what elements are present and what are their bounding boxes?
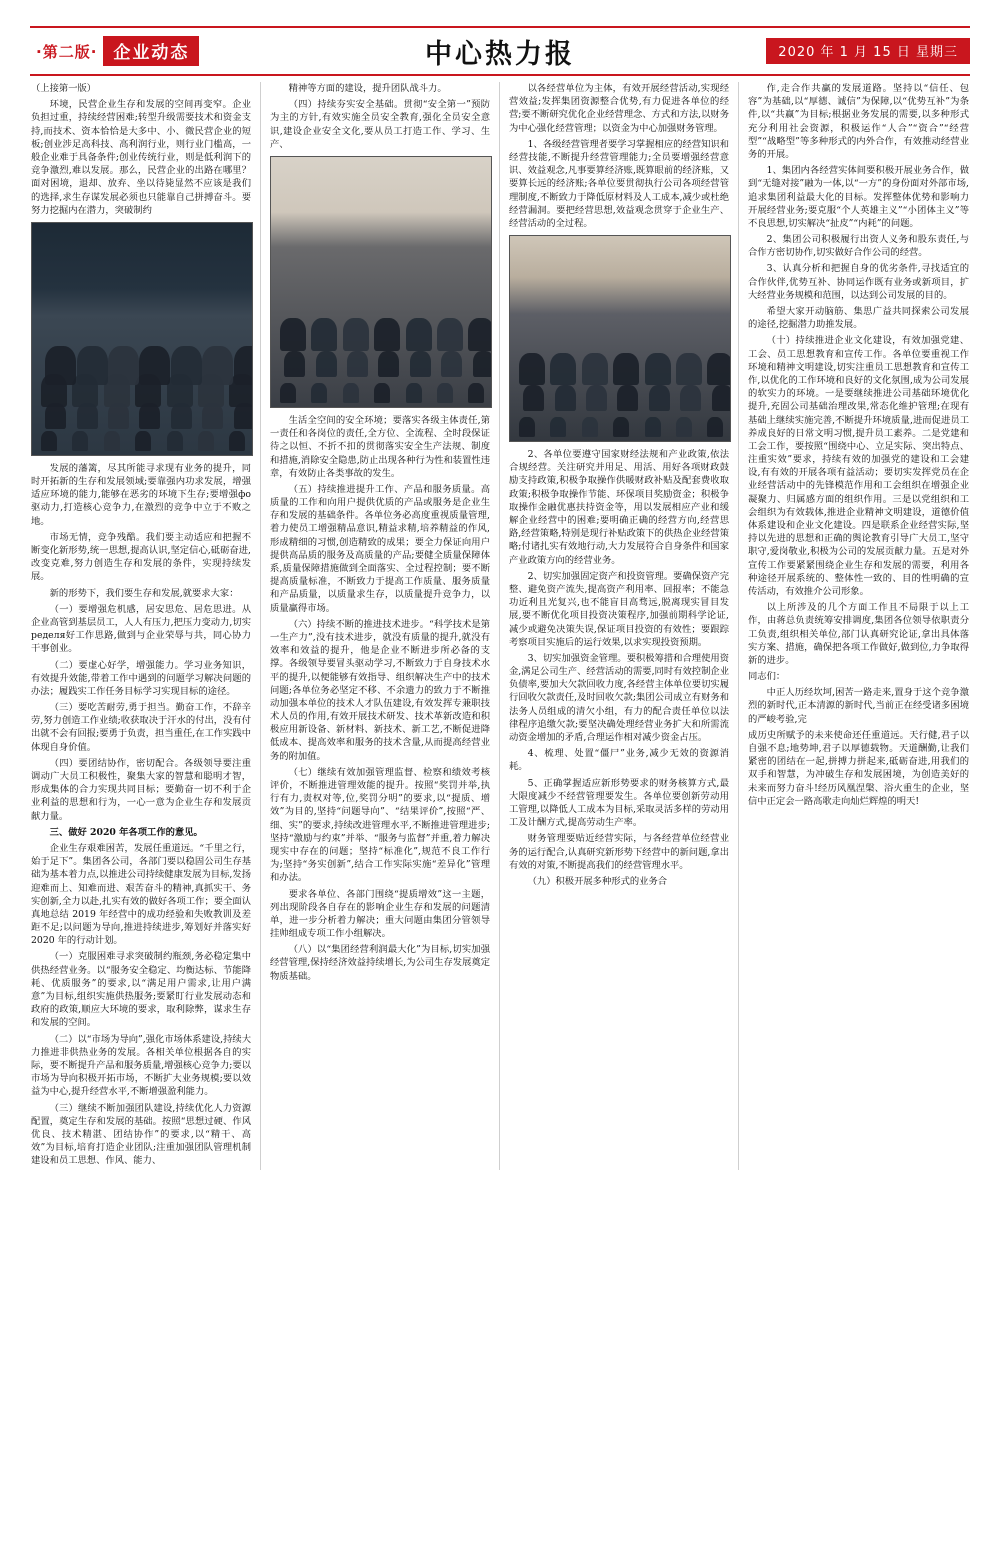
photo-figure xyxy=(523,385,544,411)
photo-figure xyxy=(468,318,492,351)
paragraph: 企业生存艰难困苦，发展任重道远。“千里之行，始于足下”。集团各公司，各部门要以稳固公司生存基础为基本着力点,以推进公司持续健康发展为目标,发扬迎难而上、知难而进、艰苦奋斗的精神,真抓实干、务实创新,全力以赴,扎实有效的做好各项工作；要全面认真地总结 2019 年经营中的成功经验和失败教训及差距不足;以问题为导向,推进持续进步,筹划好并落实好 2020 年的行动计划。 xyxy=(31,842,251,947)
paragraph: 精神等方面的建设，提升团队战斗力。 xyxy=(288,83,447,94)
paragraph: （四）持续夯实安全基础。贯彻“安全第一”预防为主的方针,有效实施全员安全教育,强化全员安全意识,建设企业安全文化,要从员工打造工作、学习、生产、 xyxy=(270,99,490,150)
photo-figure xyxy=(617,385,638,411)
masthead-left xyxy=(30,36,199,66)
photo-figure xyxy=(550,353,576,386)
photo-figure xyxy=(280,383,296,403)
paragraph: （二）以“市场为导向”,强化市场体系建设,持续大力推进非供热业务的发展。各相关单位根据各自的实际，要不断提升产品和服务质量,增强核心竞争力;要以市场为导向积极开拓市场，不断扩大业务规模;要以效益为中心,提升经营水平,不断增强盈利能力。 xyxy=(31,1033,251,1098)
photo-figure xyxy=(198,431,214,451)
photo-figure xyxy=(202,346,233,385)
meeting-photo-1 xyxy=(31,222,253,456)
column-1-body xyxy=(31,98,251,1167)
photo-figure xyxy=(234,346,253,385)
paragraph: 发展的藩篱，尽其所能寻求现有业务的提升，同时开拓新的生存和发展领域;要靠强内功求发展，增强适应环境的能力,能够在恶劣的环境下生存;要增强фо驱动力,打造核心竞争力,在激烈的竞争中立于不败之地。 xyxy=(31,462,251,527)
photo-figure xyxy=(45,346,76,385)
paragraph: 4、梳理、处置“僵尸”业务,减少无效的资源消耗。 xyxy=(509,748,729,773)
meeting-photo-2 xyxy=(270,156,492,408)
photo-figure xyxy=(374,318,400,351)
paragraph: 希望大家开动脑筋、集思广益共同探索公司发展的途径,挖掘潜力助推发展。 xyxy=(748,306,969,331)
photo-figure xyxy=(284,351,305,377)
paragraph: （九）积极开展多种形式的业务合 xyxy=(527,875,668,887)
photo-figure xyxy=(406,318,432,351)
paragraph: 1、各级经营管理者要学习掌握相应的经营知识和经营技能,不断提升经营管理能力;全员要增强经营意识、效益观念,凡事要算经济账,既算眼前的经济账，又要算长远的经济账;各单位要贯彻执行公司各项经营管理制度,不断致力于降低原材料及人工成本,减少或杜绝经营漏洞。要把经营思想,效益观念贯穿于企业生产、经营活动的全过程。 xyxy=(509,138,729,229)
paragraph: （五）持续推进提升工作、产品和服务质量。高质量的工作和向用户提供优质的产品或服务是企业生存和发展的基础条件。各单位务必高度重视质量管理,着力使员工增强精品意识,精益求精,培养精益的作风,形成精细的习惯,创造精致的成果；要全力保证向用户提供高品质的服务及高质量的产品;要健全质量保障体系,质量保障措施做到全面落实、全过程控制；要不断提高质量标准，不断致力于提高工作质量、服务质量和产品质量，以质量求生存，以质量提升竞争力，以质量赢得市场。 xyxy=(270,483,490,614)
photo-figure xyxy=(555,385,576,411)
photo-figure xyxy=(649,385,670,411)
paragraph: 2、集团公司积极履行出资人义务和股东责任,与合作方密切协作,切实做好合作公司的经营。 xyxy=(748,234,969,259)
photo-figure xyxy=(77,346,108,385)
paragraph: 成历史所赋予的未来使命还任重道远。天行健,君子以自强不息;地势坤,君子以厚德载物。天道酬勤,让我们紧密的团结在一起,拼搏力拼起来,砥砺奋进,用我们的双手和智慧，为冲破生存和发展困境，为创造美好的未来而努力奋斗!经历风凰涅槃、浴火重生的企业，坚信中正定会一路高歌走向灿烂辉煌的明天! xyxy=(748,729,969,807)
paragraph: 作,走合作共赢的发展道路。坚持以“信任、包容”为基础,以“厚德、诚信”为保障,以“优势互补”为条件,以“共赢”为目标;根据业务发展的需要,以多种形式充分利用社会资源，积极运作“人合”“资合”“经营型”“战略型”等多种形式的内外合作，有效推动经营业务的开展。 xyxy=(748,83,969,160)
paragraph: 5、正确掌握适应新形势要求的财务核算方式,最大限度减少不经营管理要发生。各单位要创新劳动用工管理,以降低人工成本为目标,采取灵活多样的劳动用工及计酬方式,提高劳动生产率。 xyxy=(509,777,729,829)
page-label: ·第二版· xyxy=(36,42,98,61)
photo-figure xyxy=(406,383,422,403)
photo-figure xyxy=(437,383,453,403)
photo-figure xyxy=(171,346,202,385)
photo-figure xyxy=(680,385,701,411)
photo-figure xyxy=(613,417,629,437)
paragraph: 以上所涉及的几个方面工作且不局限于以上工作，由蒋总负责统筹安排调度,集团各位领导依职责分工负责,组织相关单位,部门认真研究论证,拿出具体落实方案、措施，确保把各项工作做好,做到位,力争取得新的进步。 xyxy=(748,602,969,666)
photo-figure xyxy=(167,431,183,451)
photo-figure xyxy=(229,431,245,451)
photo-figure xyxy=(343,318,369,351)
paragraph: 2、各单位要遵守国家财经法规和产业政策,依法合规经营。关注研究并用足、用活、用好各项财政鼓励支持政策,积极争取操作供暖财政补贴及配套费收取政策;积极争取操作节能、环保项目奖励资金；积极争取操作金融优惠扶持资金等，用以发展相应产业和缓解企业经营中的困难;要明确正确的经营方向,经营思路,经营策略,特别是现行补贴政策下的供热企业经营策略;付诸扎实有效地行动,大力发展符合自身条件和国家产业政策方向的经营业务。 xyxy=(509,449,729,566)
paragraph: 3、切实加强资金管理。要积极筹措和合理使用资金,满足公司生产、经营活动的需要,同时有效控制企业负债率,要加大欠款回收力度,各经营主体单位要切实履行回收欠款责任,及时回收欠款;集团公司成立有财务和法务人员组成的清欠小组，有力的配合责任单位以法律程序追缴欠款;要坚决确处理经营业务扩大和所需流动资金增加的矛盾,合理运作相对减少资金占压。 xyxy=(509,652,729,743)
article-columns xyxy=(22,82,978,1170)
issue-date: 2020 年 1 月 15 日 星期三 xyxy=(766,38,970,64)
paragraph: （一）克服困难寻求突破制约瓶颈,务必稳定集中供热经营业务。以“服务安全稳定、均衡达标、节能降耗、优质服务”的要求,以“满足用户需求,让用户满意”为目标,组织实施供热服务;要紧盯行业发展动态和政府的政策,顺应大环境的要求，取利除弊，谋求生存和发展的空间。 xyxy=(31,951,251,1029)
continuation-note: （上接第一版） xyxy=(31,83,97,94)
paragraph: 三、做好 2020 年各项工作的意见。 xyxy=(49,826,203,838)
photo-figure xyxy=(343,383,359,403)
photo-figure xyxy=(712,385,731,411)
paragraph: （三）继续不断加强团队建设,持续优化人力资源配置，奠定生存和发展的基础。按照“思想过硬、作风优良、技术精湛、团结协作”的要求,以“精干、高效”为目标,培育打造企业团队;注重加强团队管理机制建设和员工思想、作风、能力、 xyxy=(31,1102,251,1167)
paragraph: 要求各单位、各部门围绕“提质增效”这一主题，列出现阶段各自存在的影响企业生存和发展的问题清单，进一步分析着力解决；重大问题由集团分管领导挂帅组成专项工作小组解决。 xyxy=(270,888,490,940)
photo-figure xyxy=(437,318,463,351)
paragraph: 中正人历经坎坷,困苦一路走来,置身于这个竞争激烈的新时代,正本清源的新时代,当前正在经受诸多困境的严峻考验,完 xyxy=(748,687,969,725)
paragraph: 1、集团内各经营实体间要积极开展业务合作，做到“无缝对接”融为一体,以“一方”的身份面对外部市场,追求集团利益最大化的目标。发挥整体优势和影响力开展经营业务;要克服“个人英雄主义”“小团体主义”等不良思想,切实解决“扯皮”“内耗”的问题。 xyxy=(748,165,969,229)
photo-figure xyxy=(410,351,431,377)
photo-figure xyxy=(582,353,608,386)
meeting-photo-3 xyxy=(509,235,731,442)
paragraph: （七）继续有效加强管理监督、检察和绩效考核评价，不断推进管理效能的提升。按照“奖罚并举,执行有力,责权对等,位,奖罚分明”的要求,以“提质、增效”为目的,坚持“问题导向”、“结果评价”,按照“严、细、实”的要求,持续改进管理水平,不断推进管理进步;坚持“激励与约束”并举、“服务与监督”并重,着力解决现实中存在的问题；坚持“标准化”,规范不良工作行为;坚持“务实创新”,结合工作实际实施“差异化”管理和办法。 xyxy=(270,766,490,884)
paragraph: 3、认真分析和把握自身的优劣条件,寻找适宜的合作伙伴,优势互补、协同运作既有业务或新项目，扩大经营业务规模和范围，以达到公司发展的目的。 xyxy=(748,263,969,301)
paragraph: 市场无情，竞争残酷。我们要主动适应和把握不断变化新形势,统一思想,提高认识,坚定信心,砥砺奋进,改变克难,努力创造生存和发展的条件，实现持续发展。 xyxy=(31,531,251,583)
photo-figure xyxy=(468,383,484,403)
paragraph: 新的形势下，我们要生存和发展,就要求大家： xyxy=(49,587,239,599)
column-4-body xyxy=(748,82,969,808)
column-2 xyxy=(261,82,500,1170)
photo-figure xyxy=(108,346,139,385)
photo-figure xyxy=(707,353,731,386)
photo-figure xyxy=(347,351,368,377)
paragraph: （三）要吃苦耐劳,勇于担当。勤奋工作，不辞辛劳,努力创造工作业绩;收获取决于汗水的付出，没有付出就不会有回报;要勇于负责，担当重任,在工作实践中体现自身价值。 xyxy=(31,702,251,753)
paragraph: （十）持续推进企业文化建设，有效加强党建、工会、员工思想教育和宣传工作。各单位要重视工作环境和精神文明建设,切实注重员工思想教育和宣传工作,以优化的工作环境和良好的文化氛围,成为公司发展的软实力的环境。一是要继续推进公司基础环境优化提升,充固公司基础治理改果,常态化维护管理;在现有基础上继续实施完善,不断提升环境质量,进而促进员工养成良好的日常文明习惯,提升员工素养。二是党建和工会工作，要按照“围绕中心、立足实际、突出特点、注重实效”要求，持续有效的加强党的建设和工会建设,有有效的开展各项有益活动；要切实发挥党员在企业经营活动中的先锋模范作用和工会组织在增强企业凝聚力、归属感方面的组织作用。三是以党组织和工会组织为有效载体,推进企业精神文明建设，道德价值体系建设和企业文化建设。四是联系企业经营实际,坚持以先进的思想和正确的舆论教育引导广大员工,坚守职守,爱岗敬业,积极为公司的发展贡献力量。五是对外宣传工作要紧紧围绕企业生存和发展的需要，利用各种途径开展系统的、整体性一致的、目的性明确的宣传活动，有效推介公司形象。 xyxy=(748,335,969,597)
paragraph: 环境，民营企业生存和发展的空间再变窄。企业负担过重，持续经营困难;转型升级需要技术和资金支持,而技术、资本恰恰是大多中、小、微民营企业的短板;创业涉足高科技、高利润行业，则行业门槛高，一般企业难于具备条件;创业传统行业，则是低利润下的竞争激烈,难以发展。那么，民营企业的出路在哪里？面对困境，退却、放弃、坐以待毙显然不应该是我们的选择,求生存谋发展必须也只能靠自己拼搏奋斗。要努力挖掘内在潜力，突破制约 xyxy=(31,99,251,216)
photo-figure xyxy=(613,353,639,386)
photo-figure xyxy=(707,417,723,437)
photo-figure xyxy=(311,383,327,403)
paragraph: （一）要增强危机感，居安思危、居危思进。从企业高管到基层员工，人人有压力,把压力变动力,切实ределя好工作思路,做到与企业荣辱与共，同心协力干事创业。 xyxy=(31,603,251,655)
column-2-body xyxy=(270,82,490,983)
masthead xyxy=(30,26,970,76)
photo-figure xyxy=(316,351,337,377)
paragraph: 同志们： xyxy=(748,671,786,683)
photo-figure xyxy=(586,385,607,411)
photo-figure xyxy=(378,351,399,377)
photo-figure xyxy=(519,417,535,437)
photo-figure xyxy=(676,353,702,386)
photo-figure xyxy=(72,431,88,451)
paragraph: （二）要虚心好学，增强能力。学习业务知识，有效提升效能,带着工作中遇到的问题学习解决问题的办法；履践实工作任务目标学习实现目标的途径。 xyxy=(31,659,251,697)
photo-figure xyxy=(582,417,598,437)
column-3-body xyxy=(509,82,729,888)
photo-figure xyxy=(139,346,170,385)
paragraph: （六）持续不断的推进技术进步。“科学技术是第一生产力”,没有技术进步，就没有质量的提升,就没有效率和效益的提升，他是企业不断进步所必备的支撑。各级领导要冒头驱动学习,不断致力于自身技术水平的提升,以便能够有效指导、组织解决生产中的技术问题;各单位务必坚定不移、不余遗力的致力于不断推动加强本单位的技术人才队伍建设,有效发挥专兼职技术人员的作用,有效开展技术研发、技术革新改造和积极应用新设备、新材料、新技术、新工艺,不断促进降低成本、提高效率和服务的技术含量,从而提高经营业务的附加值。 xyxy=(270,618,490,762)
column-1 xyxy=(22,82,261,1170)
photo-figure xyxy=(104,431,120,451)
paragraph: 2、切实加强固定资产和投资管理。要确保资产完整、避免资产流失,提高资产利用率、回报率；不能急功近利且光复兴,也不能盲目高骛远,脱离现实冒目发展,要不断优化项目投资决策程序,加强前期科学论证,减少或避免决策失误,保证项目投资的有效性；要跟踪考察项目实施后的运行效果,以求实现投资预期。 xyxy=(509,570,729,648)
section-tag: 企业动态 xyxy=(103,36,199,66)
photo-figure xyxy=(374,383,390,403)
photo-figure xyxy=(550,417,566,437)
photo-figure xyxy=(519,353,545,386)
photo-figure xyxy=(41,431,57,451)
column-4 xyxy=(739,82,978,1170)
photo-figure xyxy=(311,318,337,351)
photo-figure xyxy=(280,318,306,351)
paragraph: 生活全空间的安全环境；要落实各级主体责任,第一责任和各岗位的责任,全方位、全流程、全时段保证待之以恒、不折不扣的贯彻落实安全生产法规、制度和措施,消除安全隐患,防止出现各种行为性和装置性违章，有效防止各类事故的发生。 xyxy=(270,414,490,479)
photo-figure xyxy=(645,417,661,437)
photo-figure xyxy=(645,353,671,386)
photo-figure xyxy=(676,417,692,437)
paragraph: 以各经营单位为主体，有效开展经营活动,实现经营效益;发挥集团资源整合优势,有力促进各单位的经营;要不断研究优化企业经营理念、方式和方法,以财务为中心强化经营管理；以资金为中心加强财务管理。 xyxy=(509,83,729,134)
photo-figure xyxy=(473,351,492,377)
photo-figure xyxy=(441,351,462,377)
paragraph: （四）要团结协作，密切配合。各级领导要注重调动广大员工积极性，聚集大家的智慧和聪明才智，形成集体的合力实现共同目标；要勤奋一切不利于企业利益的思想和行为，一心一意为企业生存和发展贡献力量。 xyxy=(31,757,251,822)
paragraph: （八）以“集团经营利润最大化”为目标,切实加强经营管理,保持经济效益持续增长,为公司生存发展奠定物质基础。 xyxy=(270,944,490,982)
photo-figure xyxy=(135,431,151,451)
column-3 xyxy=(500,82,739,1170)
paragraph: 财务管理要贴近经营实际，与各经营单位经营业务的运行配合,认真研究新形势下经营中的新问题,拿出有效的对策,不断提高我们的经营管理水平。 xyxy=(509,833,729,871)
newspaper-title: 中心热力报 xyxy=(425,38,575,70)
